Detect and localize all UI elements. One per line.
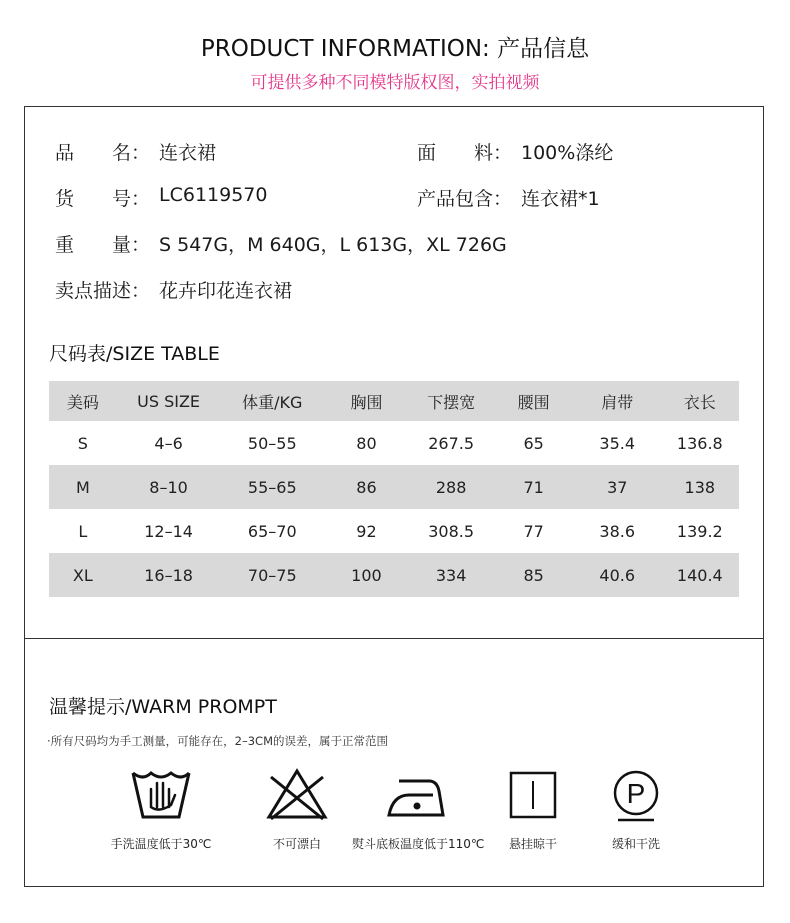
fabric-label: 面 料： <box>417 142 513 164</box>
column-header: 体重/KG <box>220 381 324 421</box>
care-item-iron <box>352 767 485 852</box>
table-cell: 140.4 <box>661 553 739 597</box>
table-cell: XL <box>49 553 117 597</box>
measurement-note: ·所有尺码均为手工测量，可能存在，2–3CM的误差，属于正常范围 <box>47 734 388 748</box>
table-cell: 80 <box>356 433 377 453</box>
package-value: 连衣裙*1 <box>521 188 600 210</box>
weight-label: 重 量： <box>55 234 151 256</box>
desc-label: 卖点描述： <box>55 280 151 302</box>
info-name <box>55 138 395 164</box>
table-cell: 35.4 <box>599 433 636 453</box>
size-table-heading: 尺码表/SIZE TABLE <box>49 343 220 365</box>
table-cell: 288 <box>409 465 494 509</box>
table-cell: M <box>49 465 117 509</box>
hang-dry-icon <box>501 767 565 823</box>
warm-prompt-heading: 温馨提示/WARM PROMPT <box>49 696 277 718</box>
care-label: 不可漂白 <box>272 837 321 851</box>
info-weight <box>55 230 655 256</box>
table-cell: 65 <box>523 433 544 453</box>
care-item-dry-clean <box>571 767 701 852</box>
table-cell: 267.5 <box>428 433 475 453</box>
iron-icon <box>385 767 449 823</box>
table-cell: 138 <box>661 465 739 509</box>
table-cell: 308.5 <box>428 521 475 541</box>
page-title: PRODUCT INFORMATION: 产品信息 <box>200 36 590 62</box>
care-label: 缓和干洗 <box>611 837 660 851</box>
name-label: 品 名： <box>55 142 151 164</box>
fabric-value: 100%涤纶 <box>521 142 614 164</box>
info-frame <box>24 106 764 887</box>
table-cell: 136.8 <box>676 433 723 453</box>
table-cell: 8–10 <box>117 465 221 509</box>
table-row <box>49 465 739 509</box>
hand-wash-icon <box>129 767 193 823</box>
care-label: 熨斗底板温度低于110℃ <box>352 837 485 851</box>
table-cell: 139.2 <box>676 521 723 541</box>
table-header-row <box>49 381 739 421</box>
item-label: 货 号： <box>55 188 151 210</box>
care-item-hand-wash <box>96 767 226 852</box>
column-header: 肩带 <box>574 381 661 421</box>
care-item-no-bleach <box>232 767 362 852</box>
name-value: 连衣裙 <box>159 142 217 164</box>
column-header: US SIZE <box>117 381 221 421</box>
table-cell: 50–55 <box>247 433 297 453</box>
page-subtitle: 可提供多种不同模特版权图，实拍视频 <box>250 73 540 93</box>
care-label: 悬挂晾干 <box>508 837 557 851</box>
column-header: 衣长 <box>661 381 739 421</box>
weight-value: S 547G，M 640G，L 613G，XL 726G <box>159 234 507 256</box>
table-cell: 40.6 <box>574 553 661 597</box>
column-header: 腰围 <box>493 381 573 421</box>
table-cell: 71 <box>493 465 573 509</box>
table-cell: 100 <box>324 553 409 597</box>
info-item-no <box>55 184 395 210</box>
info-description <box>55 276 655 302</box>
table-cell: 65–70 <box>247 521 297 541</box>
section-divider <box>25 638 763 639</box>
table-cell: 86 <box>324 465 409 509</box>
info-fabric <box>417 138 717 164</box>
column-header: 下摆宽 <box>409 381 494 421</box>
table-row <box>49 509 739 553</box>
column-header: 胸围 <box>324 381 409 421</box>
table-cell: 16–18 <box>117 553 221 597</box>
dry-clean-p-icon <box>604 767 668 823</box>
no-bleach-icon <box>265 767 329 823</box>
table-cell: 55–65 <box>220 465 324 509</box>
table-cell: L <box>78 521 88 541</box>
care-label: 手洗温度低于30℃ <box>110 837 212 851</box>
table-cell: 12–14 <box>144 521 193 541</box>
table-cell: 77 <box>523 521 544 541</box>
table-cell: S <box>77 433 88 453</box>
svg-text:P: P <box>626 778 646 809</box>
table-cell: 37 <box>574 465 661 509</box>
table-cell: 38.6 <box>599 521 636 541</box>
table-row <box>49 421 739 465</box>
table-cell: 70–75 <box>220 553 324 597</box>
table-row <box>49 553 739 597</box>
desc-value: 花卉印花连衣裙 <box>159 280 293 302</box>
table-cell: 92 <box>356 521 377 541</box>
size-table <box>49 381 739 597</box>
column-header: 美码 <box>49 381 117 421</box>
package-label: 产品包含： <box>417 188 513 210</box>
info-package <box>417 184 717 210</box>
table-cell: 334 <box>409 553 494 597</box>
table-cell: 85 <box>493 553 573 597</box>
table-cell: 4–6 <box>154 433 183 453</box>
item-value: LC6119570 <box>159 184 268 206</box>
